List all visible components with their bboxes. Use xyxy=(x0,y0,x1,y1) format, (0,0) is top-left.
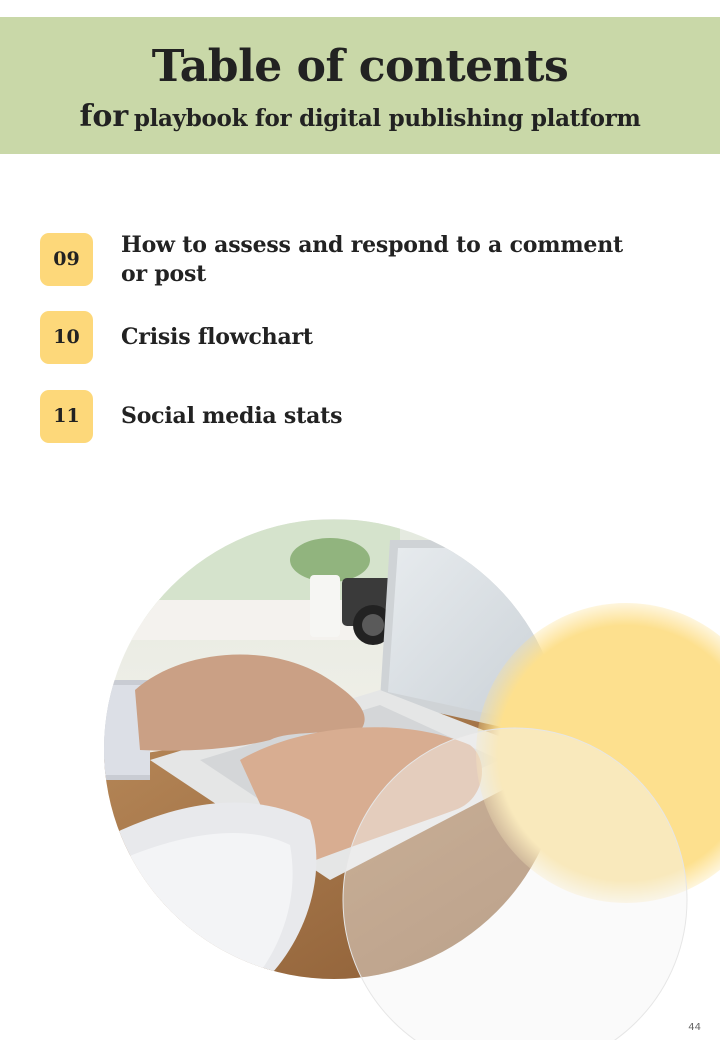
toc-number-badge: 09 xyxy=(40,233,93,286)
subtitle-lead: for xyxy=(79,99,129,134)
toc-item-label: Crisis flowchart xyxy=(121,324,313,350)
page-title: Table of contents xyxy=(151,41,569,92)
toc-item-label: Social media stats xyxy=(121,403,343,429)
toc-item-label: How to assess and respond to a comment or post xyxy=(121,232,623,287)
toc-number-badge: 11 xyxy=(40,390,93,443)
toc-number-badge: 10 xyxy=(40,311,93,364)
page-number: 44 xyxy=(688,1022,701,1033)
subtitle-rest: playbook for digital publishing platform xyxy=(133,105,641,132)
